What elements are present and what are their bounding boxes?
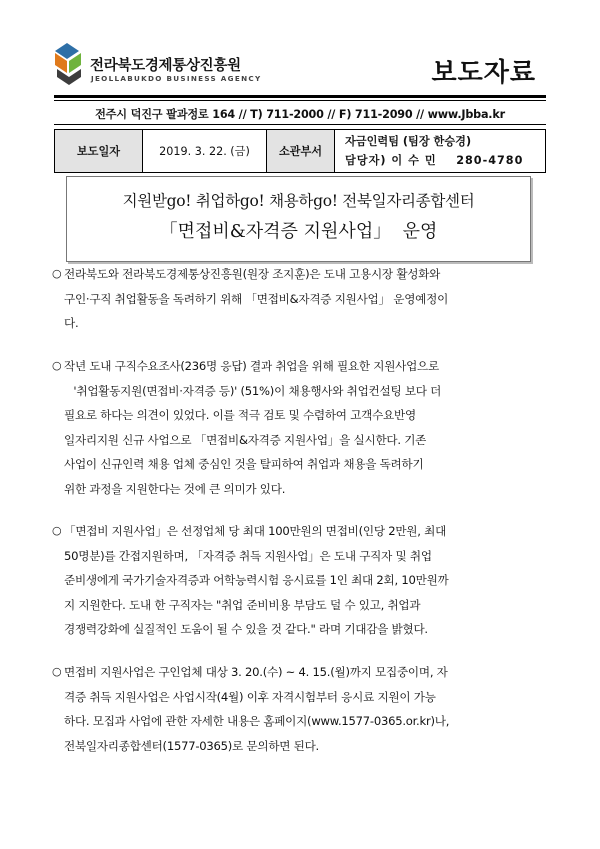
paragraph-line: 경쟁력강화에 실질적인 도움이 될 수 있을 것 같다." 라며 기대감을 밝혔다.	[64, 622, 428, 636]
bullet-circle-icon: ○	[52, 665, 62, 678]
paragraph-line: 「면접비 지원사업」은 선정업체 당 최대 100만원의 면접비(인당 2만원, 최대	[64, 524, 447, 538]
department-value	[335, 130, 546, 173]
header-rule-top	[54, 95, 546, 98]
agency-logo-icon	[53, 43, 85, 89]
contact-line: 전주시 덕진구 팔과정로 164 // T) 711-2000 // F) 711-2090 // www.Jbba.kr	[95, 108, 505, 121]
paragraph-line: 위한 과정을 지원한다는 것에 큰 의미가 있다.	[64, 481, 286, 496]
paragraph-1	[52, 262, 550, 336]
org-name-en: JEOLLABUKDO BUSINESS AGENCY	[91, 74, 262, 83]
paragraph-line: 작년 도내 구직수요조사(236명 응답) 결과 취업을 위해 필요한 지원사업으로	[64, 359, 439, 373]
paragraph-line: 전라북도와 전라북도경제통상진흥원(원장 조지훈)은 도내 고용시장 활성화와	[64, 267, 441, 281]
paragraph-3	[52, 519, 550, 642]
paragraph-line: 일자리지원 신규 사업으로 「면접비&자격증 지원사업」을 실시한다. 기존	[64, 432, 427, 447]
contact-rule	[54, 124, 546, 125]
paragraph-line: 하다. 모집과 사업에 관한 자세한 내용은 홈페이지(www.1577-0365.or.kr)나,	[64, 714, 450, 728]
headline-line-1: 지원받go! 취업하go! 채용하go! 전북일자리종합센터	[122, 192, 475, 210]
bullet-circle-icon: ○	[52, 524, 62, 537]
department-contact: 담당자) 이 수 민 280-4780	[345, 154, 524, 167]
bullet-circle-icon: ○	[52, 359, 62, 372]
paragraph-line: 준비생에게 국가기술자격증과 어학능력시험 응시료를 1인 최대 2회, 10만원까	[64, 573, 449, 587]
paragraph-line: 격증 취득 지원사업은 사업시작(4월) 이후 자격시험부터 응시료 지원이 가능	[64, 689, 436, 704]
header-rule-top-thin	[54, 100, 546, 101]
headline-line-2: 「면접비&자격증 지원사업」 운영	[159, 221, 438, 242]
paragraph-line: 면접비 지원사업은 구인업체 대상 3. 20.(수) ~ 4. 15.(월)까지 모집중이며, 자	[64, 665, 448, 679]
headline-box	[66, 176, 531, 262]
paragraph-line: 전북일자리종합센터(1577-0365)로 문의하면 된다.	[64, 738, 319, 753]
paragraph-4	[52, 660, 550, 758]
release-date-value: 2019. 3. 22. (금)	[143, 130, 267, 173]
paragraph-line: 사업이 신규인력 채용 업체 중심인 것을 탈피하여 취업과 채용을 독려하기	[64, 457, 424, 471]
release-date-label: 보도일자	[55, 130, 143, 173]
paragraph-line: 다.	[64, 316, 79, 330]
bullet-circle-icon: ○	[52, 267, 62, 280]
paragraph-line: 50명분)를 간접지원하며, 「자격증 취득 지원사업」은 도내 구직자 및 취업	[64, 548, 432, 563]
release-info-table	[54, 129, 546, 173]
org-name: 전라북도경제통상진흥원	[90, 58, 241, 74]
paragraph-2	[52, 354, 550, 501]
paragraph-line: '취업활동지원(면접비·자격증 등)' (51%)이 채용행사와 취업컨설팅 보다 더	[70, 383, 442, 398]
department-team: 자금인력팀 (팀장 한승경)	[345, 135, 472, 148]
doc-type-title: 보도자료	[431, 58, 536, 88]
department-label: 소관부서	[267, 130, 335, 173]
paragraph-line: 필요로 하다는 의견이 있었다. 이를 적극 검토 및 수렴하여 고객수요반영	[64, 408, 416, 422]
paragraph-line: 구인·구직 취업활동을 독려하기 위해 「면접비&자격증 지원사업」 운영예정이	[64, 291, 449, 306]
paragraph-line: 지 지원한다. 도내 한 구직자는 "취업 준비비용 부담도 덜 수 있고, 취업과	[64, 597, 421, 612]
